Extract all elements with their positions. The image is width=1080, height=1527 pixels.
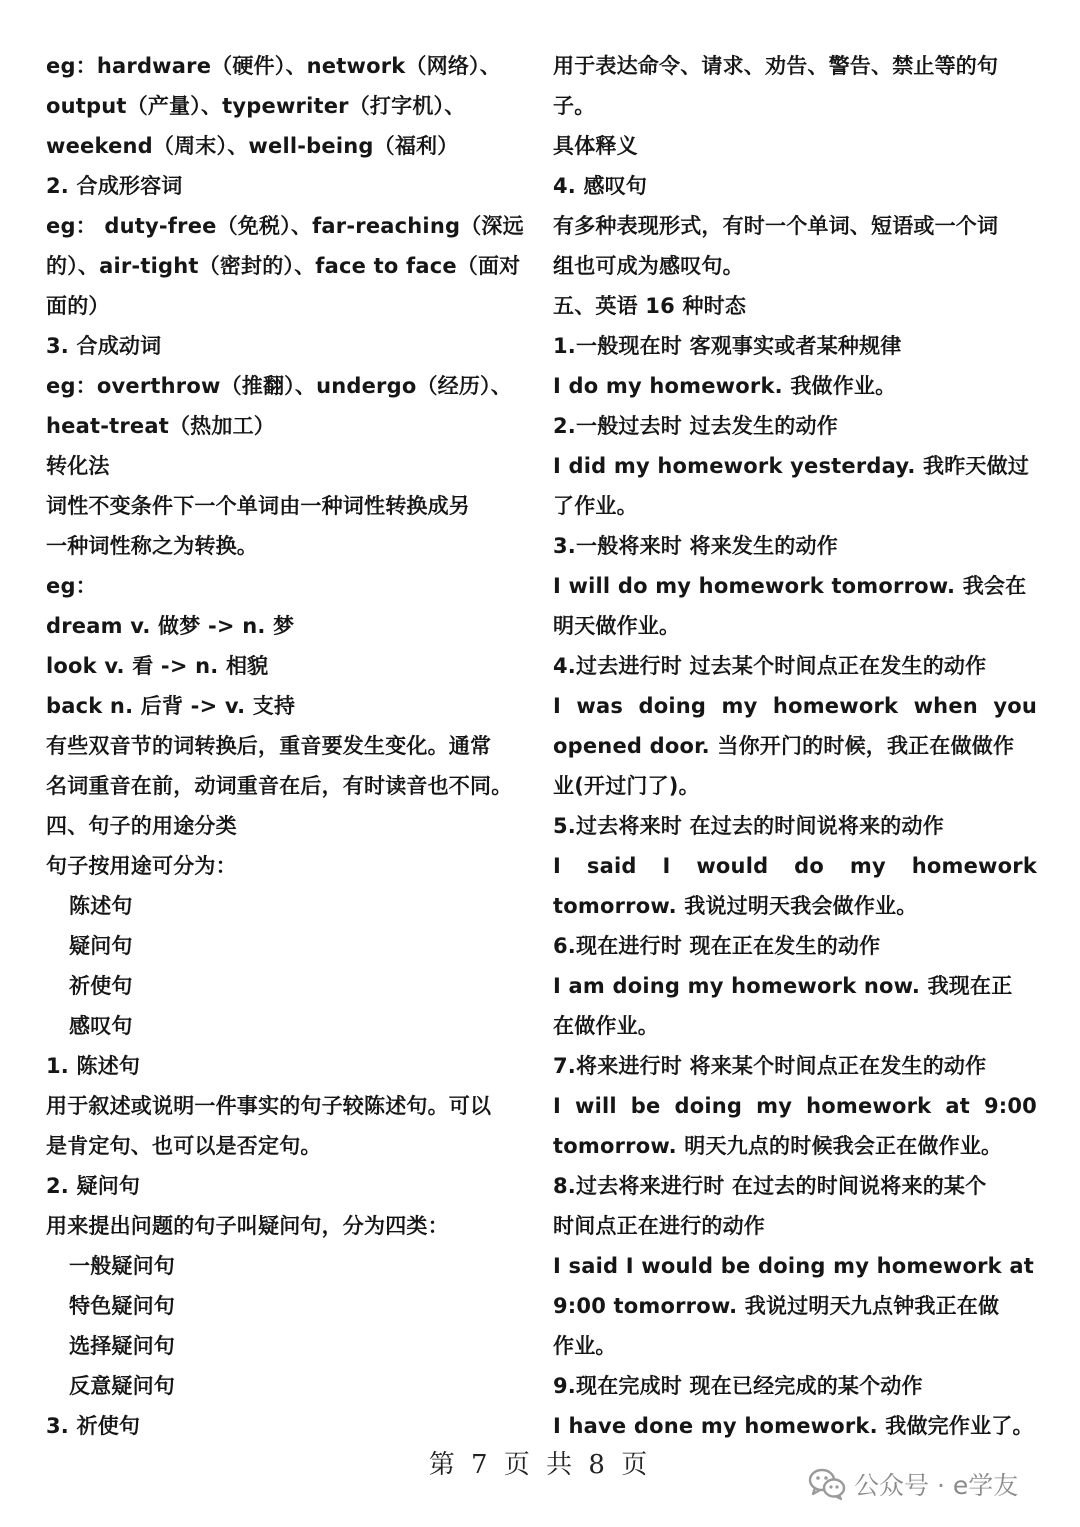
text-line: heat-treat（热加工） <box>46 414 275 438</box>
section-heading: 五、英语 16 种时态 <box>553 294 747 318</box>
section-heading: 2. 疑问句 <box>46 1174 141 1198</box>
section-heading: 4. 感叹句 <box>553 174 648 198</box>
example-line: 9:00 tomorrow. 我说过明天九点钟我正在做 <box>553 1294 1000 1318</box>
list-item: 疑问句 <box>69 934 133 958</box>
text-line: 的）、air-tight（密封的）、face to face（面对 <box>46 254 521 278</box>
list-item: 感叹句 <box>69 1014 133 1038</box>
list-item: 选择疑问句 <box>69 1334 175 1358</box>
watermark-text: 公众号 · e学友 <box>854 1471 1019 1500</box>
wechat-icon <box>808 1467 846 1501</box>
example-line: dream v. 做梦 -> n. 梦 <box>46 614 295 638</box>
text-line: 面的） <box>46 294 110 318</box>
example-line: tomorrow. 明天九点的时候我会正在做作业。 <box>553 1134 1003 1158</box>
tense-heading: 8.过去将来进行时 在过去的时间说将来的某个 <box>553 1174 987 1198</box>
text-line: 有些双音节的词转换后，重音要发生变化。通常 <box>46 734 492 758</box>
list-item: 祈使句 <box>69 974 133 998</box>
list-item: 陈述句 <box>69 894 133 918</box>
example-line: 明天做作业。 <box>553 614 681 638</box>
tense-heading: 1.一般现在时 客观事实或者某种规律 <box>553 334 902 358</box>
text-line: eg：hardware（硬件）、network（网络）、 <box>46 54 501 78</box>
list-item: 一般疑问句 <box>69 1254 175 1278</box>
text-line: 是肯定句、也可以是否定句。 <box>46 1134 322 1158</box>
text-line: eg： <box>46 574 97 598</box>
text-line: 组也可成为感叹句。 <box>553 254 744 278</box>
left-column <box>46 46 530 1446</box>
section-heading: 具体释义 <box>553 134 638 158</box>
list-item: 特色疑问句 <box>69 1294 175 1318</box>
example-line: opened door. 当你开门的时候，我正在做做作 <box>553 734 1015 758</box>
text-line: 用于叙述或说明一件事实的句子较陈述句。可以 <box>46 1094 492 1118</box>
text-line: 名词重音在前，动词重音在后，有时读音也不同。 <box>46 774 513 798</box>
example-line: I will be doing my homework at 9:00 <box>553 1094 1037 1118</box>
example-line: I do my homework. 我做作业。 <box>553 374 897 398</box>
example-line: 了作业。 <box>553 494 638 518</box>
text-line: 有多种表现形式，有时一个单词、短语或一个词 <box>553 214 999 238</box>
section-heading: 1. 陈述句 <box>46 1054 141 1078</box>
example-line: I said I would be doing my homework at <box>553 1254 1034 1278</box>
section-heading: 2. 合成形容词 <box>46 174 183 198</box>
example-line: I was doing my homework when you <box>553 694 1037 718</box>
text-line: 用于表达命令、请求、劝告、警告、禁止等的句 <box>553 54 999 78</box>
text-line: 句子按用途可分为： <box>46 854 237 878</box>
example-line: look v. 看 -> n. 相貌 <box>46 654 269 678</box>
example-line: tomorrow. 我说过明天我会做作业。 <box>553 894 918 918</box>
example-line: I did my homework yesterday. 我昨天做过 <box>553 454 1030 478</box>
example-line: 在做作业。 <box>553 1014 659 1038</box>
list-item: 反意疑问句 <box>69 1374 175 1398</box>
tense-heading: 3.一般将来时 将来发生的动作 <box>553 534 838 558</box>
tense-heading: 2.一般过去时 过去发生的动作 <box>553 414 838 438</box>
tense-heading: 4.过去进行时 过去某个时间点正在发生的动作 <box>553 654 987 678</box>
tense-heading: 6.现在进行时 现在正在发生的动作 <box>553 934 881 958</box>
page-number: 第 7 页 共 8 页 <box>428 1450 652 1480</box>
text-line: eg： duty-free（免税）、far-reaching（深远 <box>46 214 524 238</box>
text-line: 子。 <box>553 94 596 118</box>
example-line: back n. 后背 -> v. 支持 <box>46 694 296 718</box>
text-line: 用来提出问题的句子叫疑问句，分为四类： <box>46 1214 449 1238</box>
example-line: I said I would do my homework <box>553 854 1037 878</box>
section-heading: 3. 祈使句 <box>46 1414 141 1438</box>
example-line: I will do my homework tomorrow. 我会在 <box>553 574 1027 598</box>
watermark <box>808 1464 1018 1504</box>
example-line: 作业。 <box>553 1334 617 1358</box>
text-line: 一种词性称之为转换。 <box>46 534 258 558</box>
text-line: eg：overthrow（推翻）、undergo（经历）、 <box>46 374 512 398</box>
tense-heading: 5.过去将来时 在过去的时间说将来的动作 <box>553 814 944 838</box>
example-line: I am doing my homework now. 我现在正 <box>553 974 1013 998</box>
section-heading: 四、句子的用途分类 <box>46 814 237 838</box>
text-line: 词性不变条件下一个单词由一种词性转换成另 <box>46 494 470 518</box>
example-line: 业(开过门了)。 <box>553 774 700 798</box>
text-line: weekend（周末）、well-being（福利） <box>46 134 459 158</box>
tense-heading: 9.现在完成时 现在已经完成的某个动作 <box>553 1374 923 1398</box>
section-heading: 3. 合成动词 <box>46 334 162 358</box>
example-line: I have done my homework. 我做完作业了。 <box>553 1414 1034 1438</box>
right-column <box>553 46 1037 1446</box>
tense-heading: 时间点正在进行的动作 <box>553 1214 765 1238</box>
section-heading: 转化法 <box>46 454 110 478</box>
text-line: output（产量）、typewriter（打字机）、 <box>46 94 466 118</box>
tense-heading: 7.将来进行时 将来某个时间点正在发生的动作 <box>553 1054 987 1078</box>
